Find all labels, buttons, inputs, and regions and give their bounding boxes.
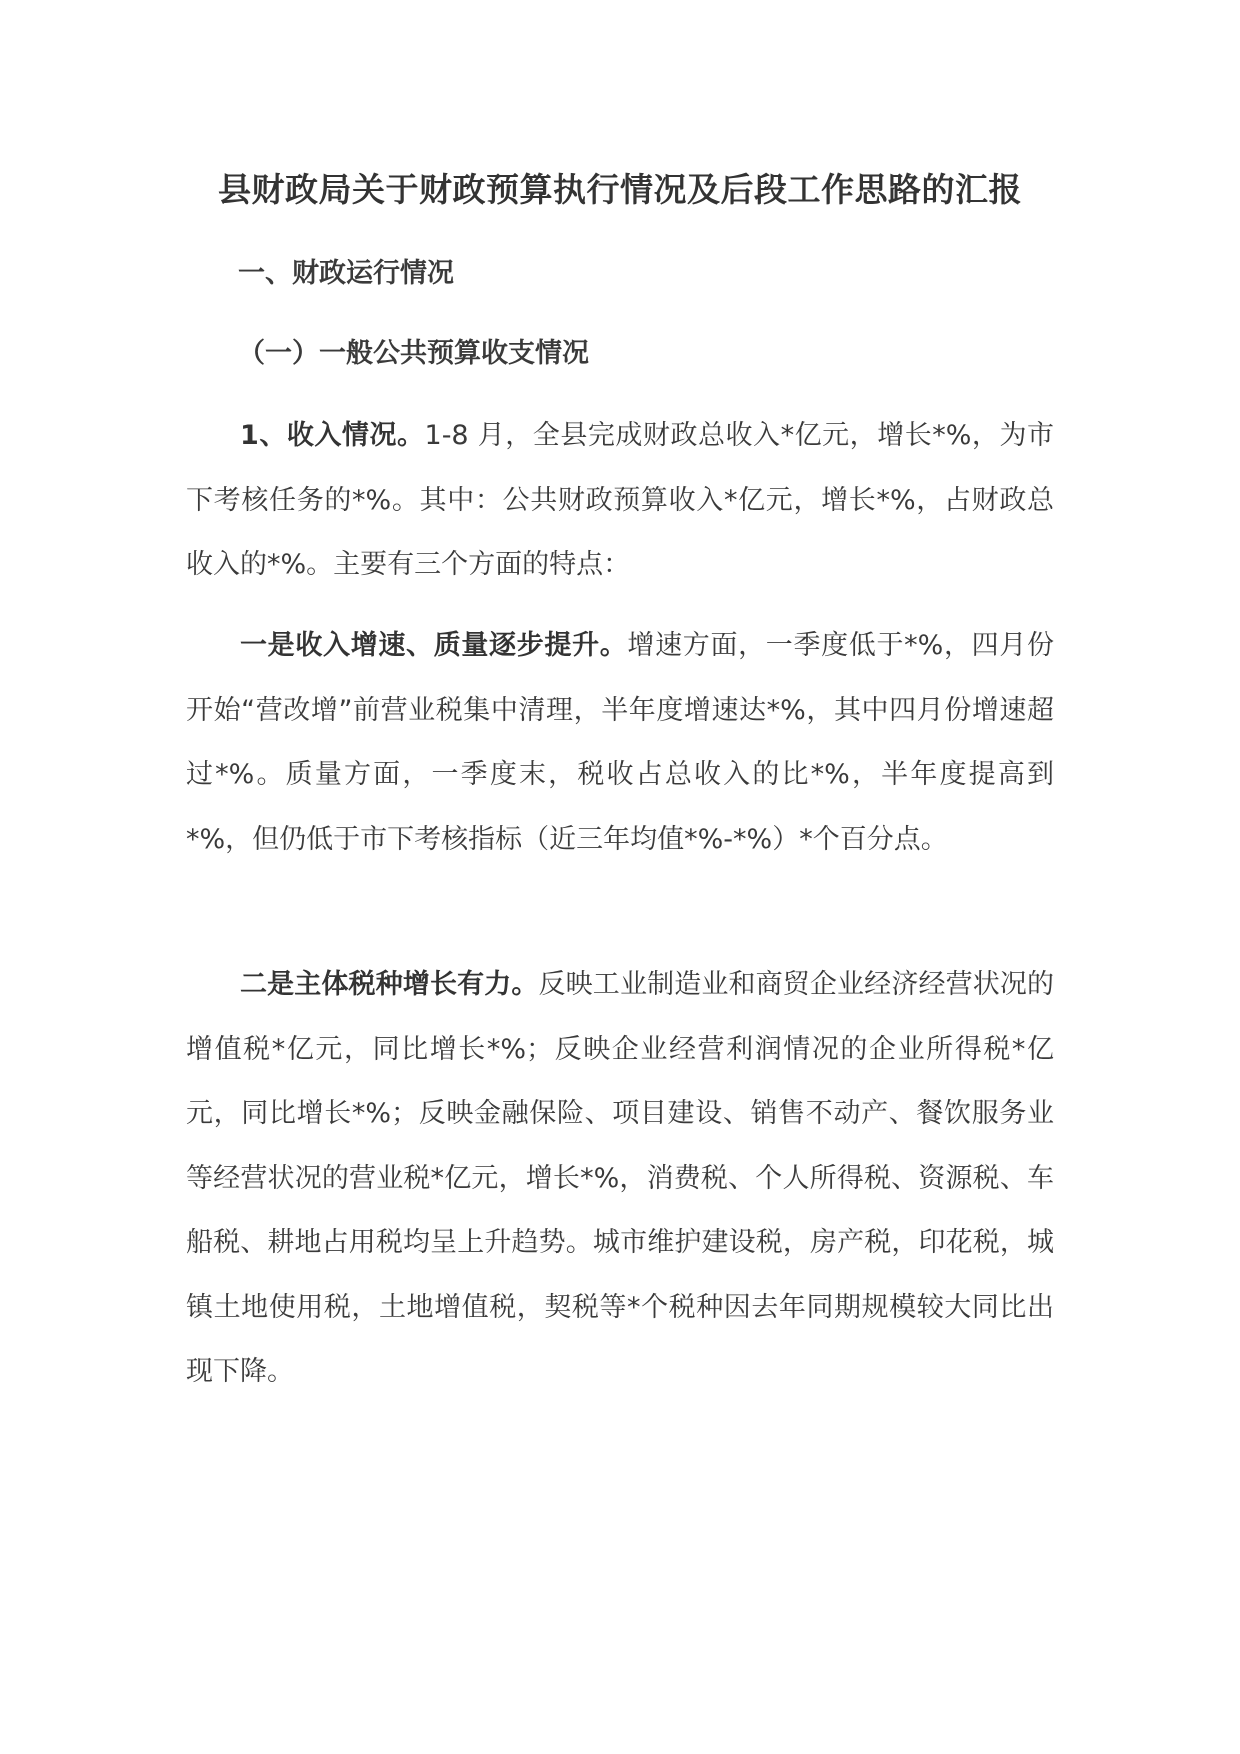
- subsection-heading: （一）一般公共预算收支情况: [238, 338, 589, 369]
- document-title: 县财政局关于财政预算执行情况及后段工作思路的汇报: [218, 170, 1022, 209]
- paragraph-lead: 二是主体税种增长有力。: [240, 969, 539, 1000]
- paragraph-main-taxes: [186, 953, 1054, 1405]
- paragraph-text: 反映工业制造业和商贸企业经济经营状况的增值税*亿元，同比增长*%；反映企业经营利润情况的企业所得税*亿元，同比增长*%；反映金融保险、项目建设、销售不动产、餐饮服务业等经营状况的营业税*亿元，增长*%，消费税、个人所得税、资源税、车船税、耕地占用税均呈上升趋势。城市维护建设税，房产税，印花税，城镇土地使用税，土地增值税，契税等*个税种因去年同期规模较大同比出现下降。: [186, 969, 1055, 1387]
- paragraph-income: [186, 404, 1054, 598]
- paragraph-lead: 一是收入增速、质量逐步提升。: [240, 630, 628, 661]
- paragraph-growth-quality: [186, 614, 1054, 872]
- paragraph-lead: 1、收入情况。: [240, 420, 425, 451]
- paragraph-text: 增速方面，一季度低于*%，四月份开始“营改增”前营业税集中清理，半年度增速达*%，其中四月份增速超过*%。质量方面，一季度末，税收占总收入的比*%，半年度提高到*%，但仍低于市下考核指标（近三年均值*%-*%）*个百分点。: [186, 630, 1054, 855]
- paragraph-text: 1-8 月，全县完成财政总收入*亿元，增长*%，为市下考核任务的*%。其中：公共财政预算收入*亿元，增长*%，占财政总收入的*%。主要有三个方面的特点：: [186, 420, 1054, 580]
- section-heading: 一、财政运行情况: [238, 258, 454, 289]
